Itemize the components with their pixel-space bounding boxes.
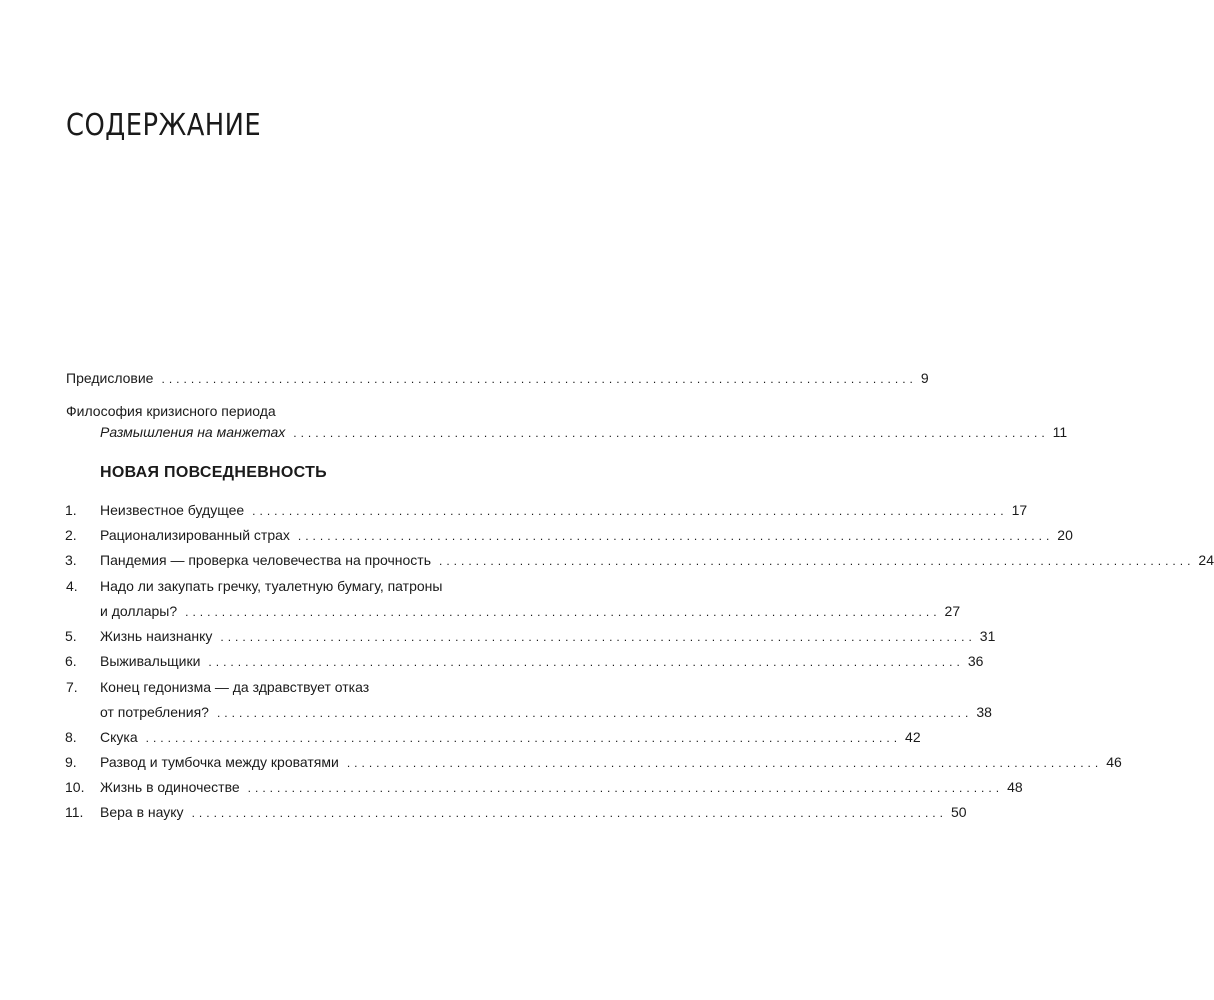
toc-entry-page: 36 xyxy=(967,653,984,669)
toc-entry-chapter-1[interactable] xyxy=(65,500,1028,520)
toc-entry-label: Развод и тумбочка между кроватями xyxy=(100,754,339,770)
toc-entry-page: 46 xyxy=(1106,754,1122,770)
toc-entry-page: 48 xyxy=(1007,779,1023,795)
toc-entry-chapter-7[interactable] xyxy=(100,702,992,722)
toc-entry-label: Вера в науку xyxy=(100,804,184,820)
toc-entry-chapter-4[interactable] xyxy=(100,601,961,621)
dot-leader: ....................................................................................................... xyxy=(252,504,1008,518)
toc-entry-chapter-8[interactable] xyxy=(65,727,921,747)
chapter-number: 7. xyxy=(66,679,78,695)
toc-entry-page: 11 xyxy=(1052,424,1068,440)
chapter-number: 8. xyxy=(65,729,77,745)
chapter-number: 2. xyxy=(65,527,77,543)
toc-entry-label: Рационализированный страх xyxy=(100,527,290,543)
dot-leader: ....................................................................................................... xyxy=(216,706,973,720)
dot-leader: ....................................................................................................... xyxy=(439,554,1195,568)
toc-entry-preface[interactable] xyxy=(66,368,929,388)
toc-entry-label: Скука xyxy=(100,729,138,745)
chapter-number: 11. xyxy=(65,804,84,820)
toc-entry-label: Жизнь в одиночестве xyxy=(100,779,240,795)
toc-entry-philosophy[interactable] xyxy=(100,422,1068,442)
toc-entry-chapter-6[interactable] xyxy=(65,651,984,671)
toc-entry-page: 20 xyxy=(1057,527,1073,543)
dot-leader: ....................................................................................................... xyxy=(191,806,947,820)
dot-leader: ....................................................................................................... xyxy=(247,781,1004,795)
toc-entry-chapter-5[interactable] xyxy=(65,626,996,646)
toc-entry-chapter-11[interactable] xyxy=(65,802,967,822)
dot-leader: ....................................................................................................... xyxy=(161,372,917,386)
toc-entry-page: 24 xyxy=(1198,552,1214,568)
dot-leader: ....................................................................................................... xyxy=(293,426,1049,440)
toc-entry-label: Выживальщики xyxy=(100,653,201,669)
toc-entry-chapter-10[interactable] xyxy=(65,777,1023,797)
toc-entry-page: 31 xyxy=(979,628,996,644)
section-heading: НОВАЯ ПОВСЕДНЕВНОСТЬ xyxy=(100,464,327,481)
toc-entry-label: Жизнь наизнанку xyxy=(100,628,213,644)
dot-leader: ....................................................................................................... xyxy=(185,605,941,619)
chapter-number: 5. xyxy=(65,628,77,644)
chapter-number: 9. xyxy=(65,754,77,770)
toc-entry-label: от потребления? xyxy=(100,704,209,720)
chapter-number: 1. xyxy=(65,502,77,518)
chapter-number: 3. xyxy=(65,552,77,568)
dot-leader: ....................................................................................................... xyxy=(145,731,902,745)
toc-entry-chapter-2[interactable] xyxy=(65,525,1073,545)
dot-leader: ....................................................................................................... xyxy=(220,630,976,644)
dot-leader: ....................................................................................................... xyxy=(346,756,1103,770)
toc-entry-chapter-7-line1: Конец гедонизма — да здравствует отказ xyxy=(100,679,370,695)
toc-entry-chapter-3[interactable] xyxy=(65,550,1214,570)
page-title: СОДЕРЖАНИЕ xyxy=(66,108,262,143)
toc-entry-label: Предисловие xyxy=(66,370,154,386)
toc-entry-chapter-9[interactable] xyxy=(65,752,1122,772)
toc-entry-page: 38 xyxy=(976,704,992,720)
chapter-number: 6. xyxy=(65,653,77,669)
toc-entry-page: 42 xyxy=(905,729,921,745)
chapter-number: 10. xyxy=(65,779,85,795)
chapter-number: 4. xyxy=(66,578,78,594)
toc-entry-page: 17 xyxy=(1011,502,1028,518)
toc-entry-label: и доллары? xyxy=(100,603,178,619)
toc-entry-page: 27 xyxy=(944,603,961,619)
dot-leader: ....................................................................................................... xyxy=(208,655,964,669)
toc-entry-page: 50 xyxy=(950,804,967,820)
toc-entry-label: Размышления на манжетах xyxy=(100,424,286,440)
toc-entry-label: Неизвестное будущее xyxy=(100,502,245,518)
dot-leader: ....................................................................................................... xyxy=(297,529,1054,543)
toc-entry-label: Пандемия — проверка человечества на прочность xyxy=(100,552,432,568)
toc-entry-philosophy-line1: Философия кризисного периода xyxy=(66,403,276,419)
toc-entry-page: 9 xyxy=(920,370,929,386)
toc-entry-chapter-4-line1: Надо ли закупать гречку, туалетную бумагу, патроны xyxy=(100,578,443,594)
